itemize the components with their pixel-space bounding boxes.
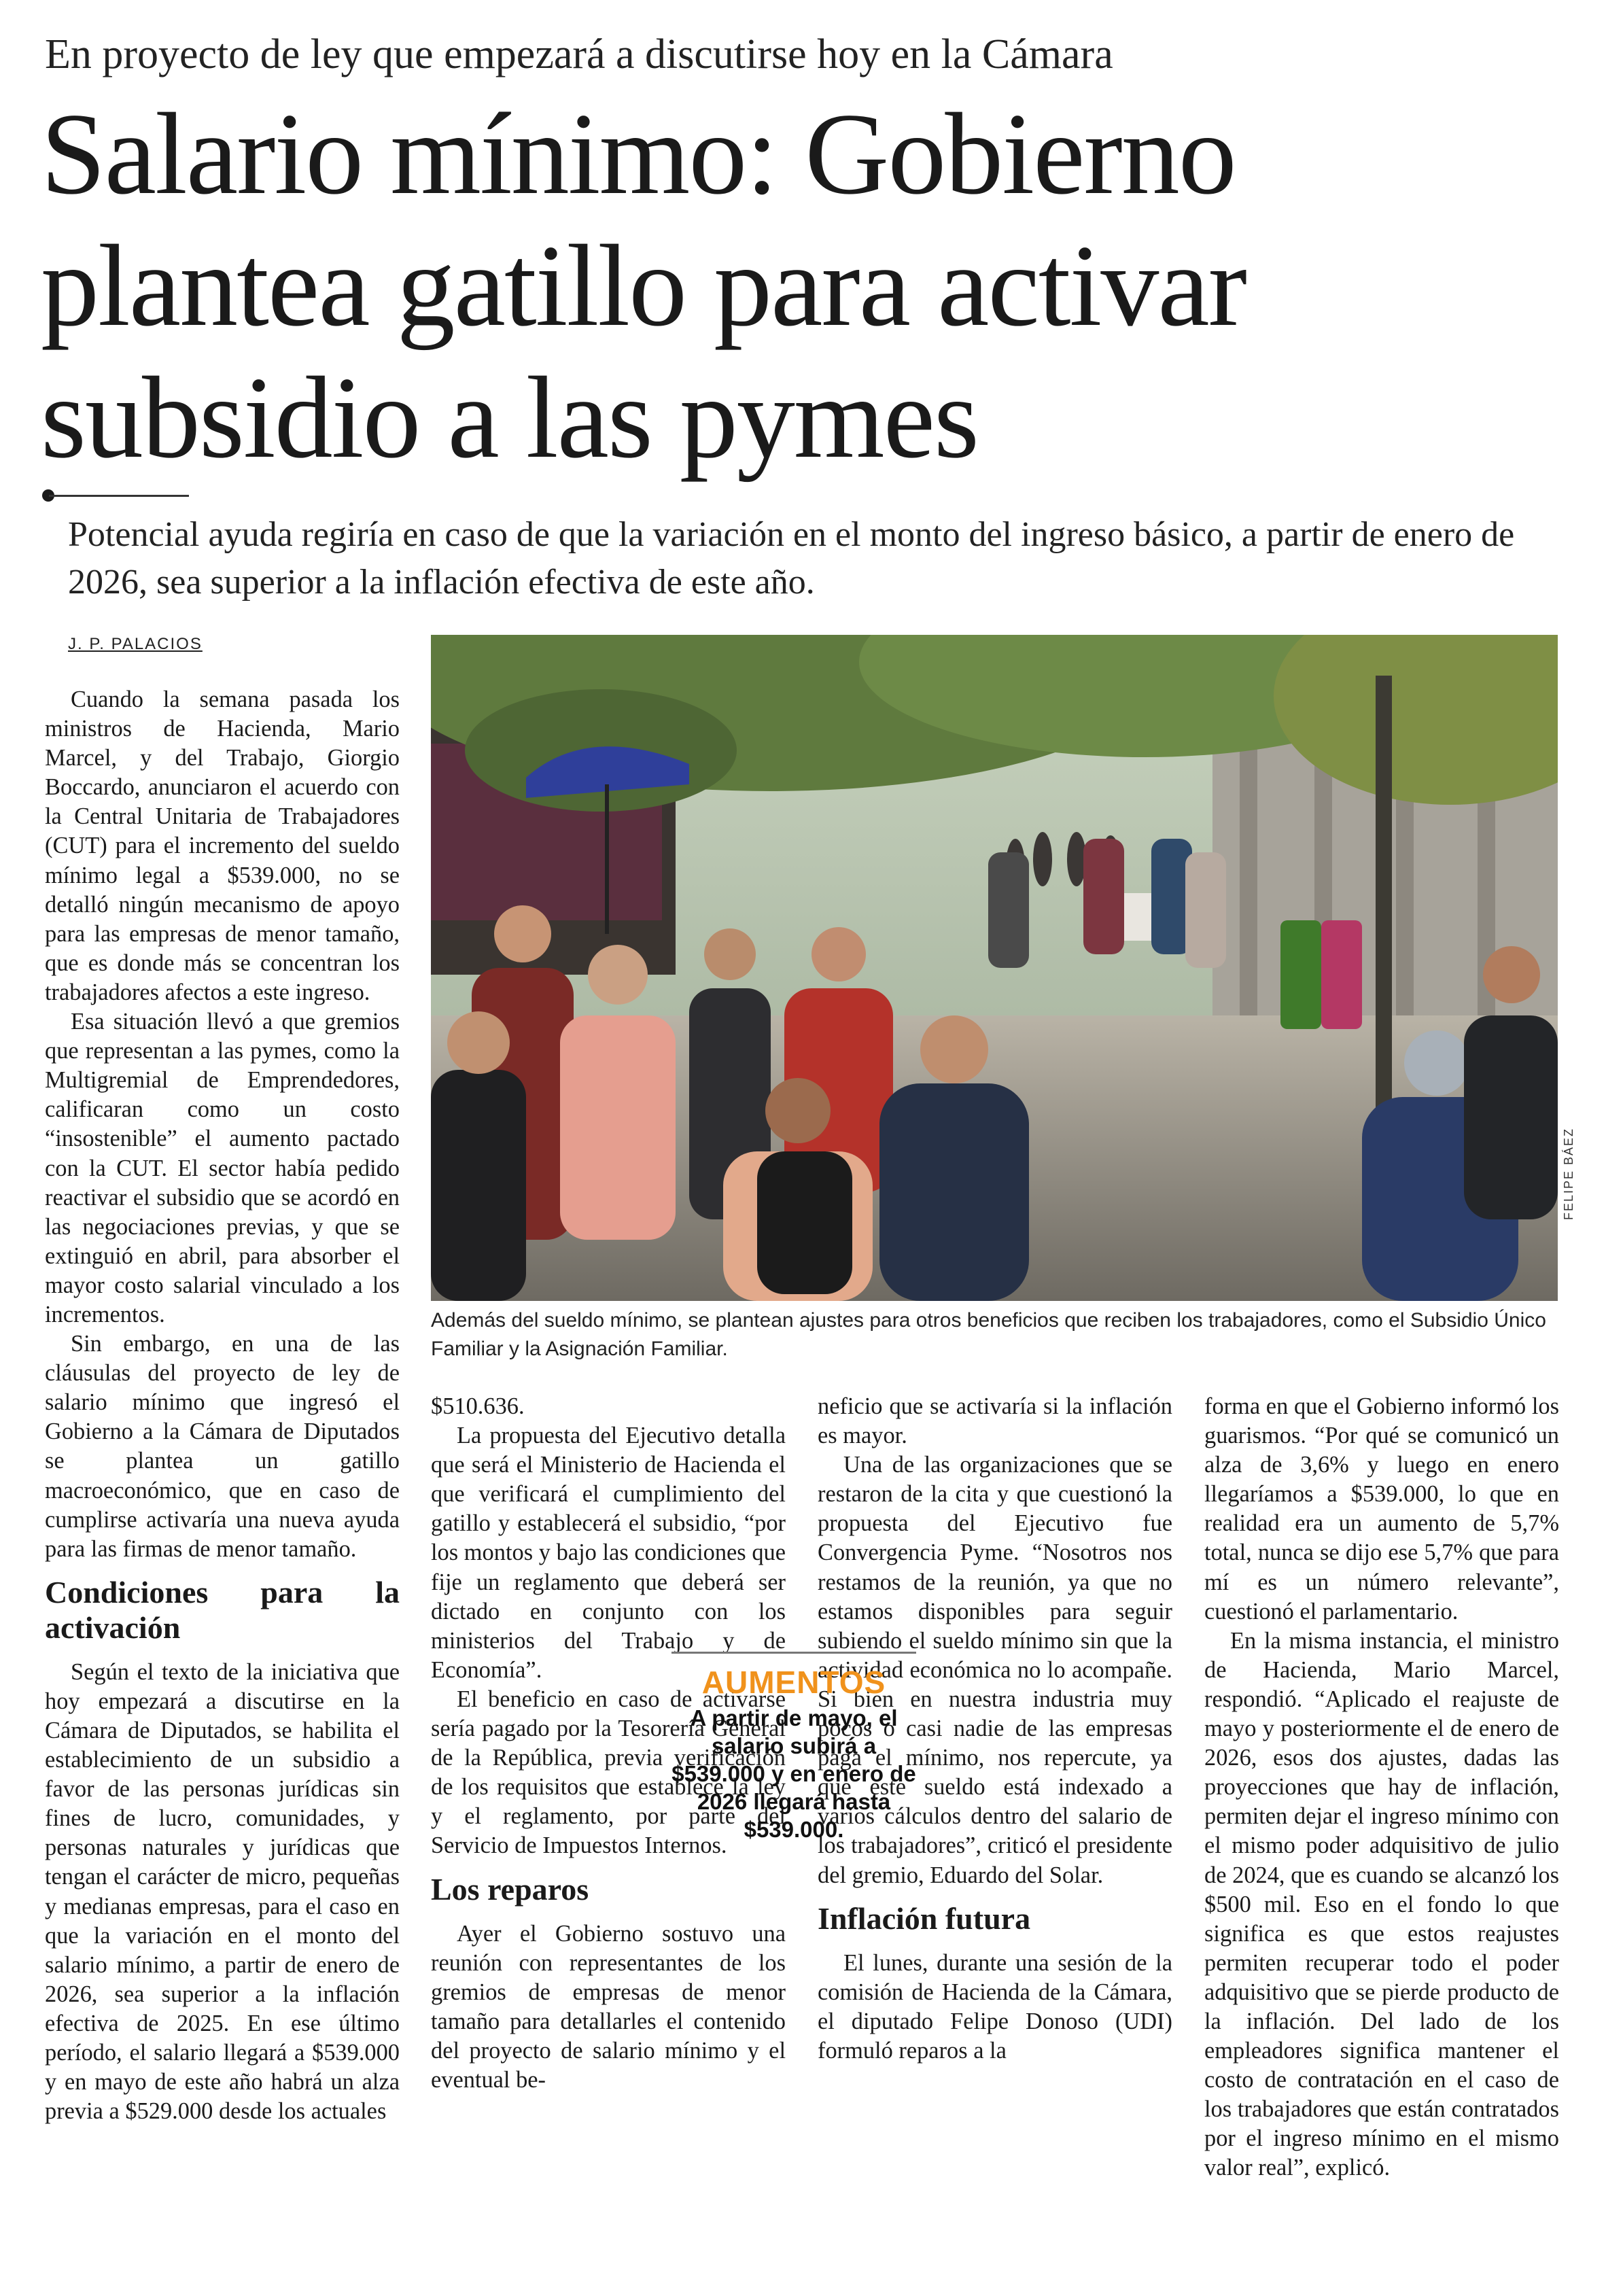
paragraph: $510.636.: [431, 1393, 525, 1419]
deck: Potencial ayuda regiría en caso de que la variación en el monto del ingreso básico, a partir de enero de 2026, sea superior a la inflación efectiva de este año.: [68, 515, 1515, 602]
kicker: En proyecto de ley que empezará a discutirse hoy en la Cámara: [45, 31, 1113, 77]
paragraph: La propuesta del Ejecutivo detalla que será el Ministerio de Hacienda el que verificará el cumplimiento del gatillo y establecerá el subsidio, “por los montos y bajo las condiciones que fije un reglamento que deberá ser dictado en conjunto con los ministerios del Trabajo y de Economía”.: [431, 1423, 786, 1683]
paragraph: El lunes, durante una sesión de la comisión de Hacienda de la Cámara, el diputado Felipe Donoso (UDI) formuló reparos a la: [818, 1949, 1172, 2064]
paragraph: En la misma instancia, el ministro de Hacienda, Mario Marcel, respondió. “Aplicado el reajuste de mayo y posteriormente el de enero de 2026, esos dos ajustes, dadas las proyecciones que hay de inflación, permiten dejar el ingreso mínimo con el mismo poder adquisitivo de julio de 2024, que es cuando se alcanzó los $500 mil. Eso en el fondo lo que significa es que estos reajustes permiten recuperar todo el poder adquisitivo que se pierde producto de la inflación. Del lado de los empleadores significa mantener el costo de contratación en el caso de los trabajadores que están contratados por el ingreso mínimo en el mismo valor real”, explicó.: [1204, 1627, 1559, 2181]
photo-credit: FELIPE BÁEZ: [1562, 1127, 1575, 1220]
highlight-box: [671, 1652, 916, 1868]
headline: [41, 88, 1577, 484]
column-1: [45, 685, 400, 2248]
street-crowd-illustration: [431, 635, 1558, 1301]
column-4: [1204, 1392, 1559, 2269]
paragraph: forma en que el Gobierno informó los guarismos. “Por qué se comunicó un alza de 3,6% y luego en enero llegaríamos a $539.000, lo que en realidad era un aumento de 5,7% total, nunca se dijo ese 5,7% que para mí es un número relevante”, cuestionó el parlamentario.: [1204, 1393, 1559, 1624]
headline-rule: [49, 495, 189, 497]
paragraph: Según el texto de la iniciativa que hoy empezará a discutirse en la Cámara de Diputados, se habilita el establecimiento de un subsidio a favor de las personas jurídicas sin fines de lucro, comunidades, y personas naturales y jurídicas que tengan el carácter de micro, pequeñas y medianas empresas, para el caso en que la variación en el monto del salario mínimo, a partir de enero de 2026, sea superior a la inflación efectiva de 2025. En ese último período, el salario llegará a $539.000 y en mayo de este año habrá un alza previa a $529.000 desde los actuales: [45, 1658, 400, 2125]
headline-line: plantea gatillo para activar: [41, 222, 1246, 351]
paragraph: Sin embargo, en una de las cláusulas del proyecto de ley de salario mínimo que ingresó el Gobierno a la Cámara de Diputados se plantea un gatillo macroeconómico, que en caso de cumplirse activaría una nueva ayuda para las firmas de menor tamaño.: [45, 1331, 400, 1562]
highlight-box-text: A partir de mayo, el salario subirá a $539.000 y en enero de 2026 llegará hasta $539.000.: [671, 1705, 916, 1842]
byline: J. P. PALACIOS: [68, 635, 203, 653]
paragraph: Esa situación llevó a que gremios que representan a las pymes, como la Multigremial de Emprendedores, calificaran como un costo “insostenible” el aumento pactado con la CUT. El sector había pedido reactivar el subsidio que se acordó en las negociaciones previas, y que se extinguió en abril, para absorber el mayor costo salarial vinculado a los incrementos.: [45, 1009, 400, 1327]
headline-line: Salario mínimo: Gobierno: [41, 90, 1236, 219]
street-photo: [431, 635, 1558, 1301]
highlight-box-title: AUMENTOS: [701, 1665, 886, 1700]
photo-caption: Además del sueldo mínimo, se plantean ajustes para otros beneficios que reciben los trabajadores, como el Subsidio Único Familiar y la Asignación Familiar.: [431, 1309, 1546, 1360]
paragraph: Una de las organizaciones que se restaron de la cita y que cuestionó la propuesta del Ejecutivo fue Convergencia Pyme. “Nosotros nos restamos de la reunión, ya que no estamos disponibles para seguir subiendo el sueldo mínimo sin que la actividad económica no lo acompañe. Si bien en nuestra industria muy pocos o casi nadie de las empresas paga el mínimo, nos repercute, ya que este sueldo está indexado a varios cálculos dentro del salario de los trabajadores”, criticó el presidente del gremio, Eduardo del Solar.: [818, 1452, 1172, 1888]
paragraph: El beneficio en caso de activarse sería pagado por la Tesorería General de la República, previa verificación de los requisitos que establece la ley y el reglamento, por parte del Servicio de Impuestos Internos.: [431, 1686, 786, 1859]
headline-line: subsidio a las pymes: [41, 353, 978, 483]
subheading: Condiciones para la activación: [45, 1574, 400, 1645]
paragraph: neficio que se activaría si la inflación es mayor.: [818, 1393, 1172, 1449]
paragraph: Cuando la semana pasada los ministros de Hacienda, Mario Marcel, y del Trabajo, Giorgio Boccardo, anunciaron el acuerdo con la Central Unitaria de Trabajadores (CUT) para el incremento del sueldo mínimo legal a $539.000, no se detalló ningún mecanismo de apoyo para las empresas de menor tamaño, que es donde más se concentran los trabajadores afectos a este ingreso.: [45, 686, 400, 1005]
subheading: Los reparos: [431, 1871, 589, 1907]
subheading: Inflación futura: [818, 1900, 1031, 1936]
paragraph: Ayer el Gobierno sostuvo una reunión con representantes de los gremios de empresas de menor tamaño para detallarles el contenido del proyecto de salario mínimo y el eventual be-: [431, 1920, 786, 2093]
